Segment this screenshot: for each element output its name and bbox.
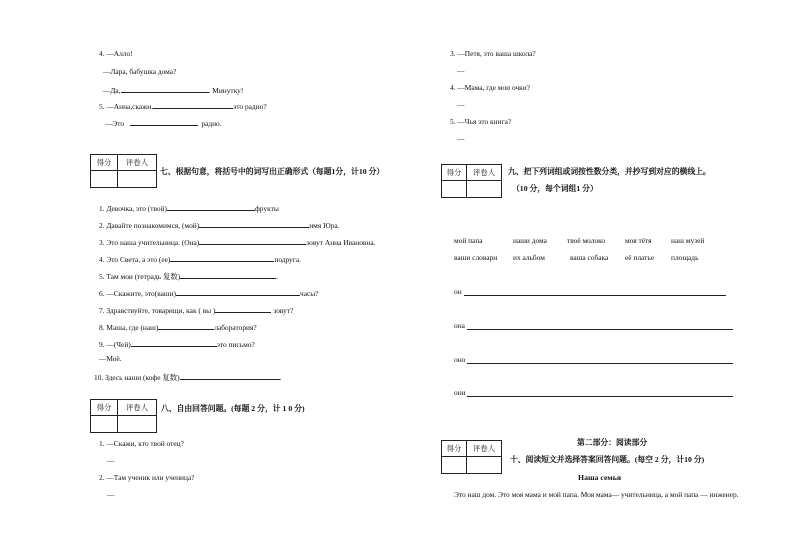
item-text: 8. Маша, где (наш)	[99, 323, 159, 332]
q5-line-b	[105, 118, 222, 127]
sec7-item	[99, 322, 257, 331]
word: площадь	[671, 253, 699, 262]
blank[interactable]	[131, 339, 217, 347]
score-box	[441, 164, 502, 198]
r-q4: 4. —Мама, где мои очки?	[450, 83, 531, 92]
answer-dash: —	[457, 100, 465, 109]
item-text: зовут?	[273, 306, 294, 315]
blank[interactable]	[176, 288, 300, 296]
section-7-title: 七、根据句意，将括号中的词写出正确形式（每题1分，计10 分）	[160, 167, 385, 176]
line-label-oni: они	[454, 388, 466, 397]
item-text: имя Юра.	[309, 221, 340, 230]
item-text: 6. —Скажите, это(ваши)	[99, 289, 176, 298]
sec7-item	[99, 271, 278, 280]
blank[interactable]	[158, 322, 214, 330]
grader-cell[interactable]	[118, 171, 157, 188]
sec7-item	[99, 237, 375, 246]
word: наш музей	[671, 236, 705, 245]
item-text: 4. Это Света, а это (ее)	[99, 255, 171, 264]
word: мой папа	[454, 236, 483, 245]
section-9-subtitle: （10 分，每个词组1 分）	[512, 184, 598, 193]
line-label-ono: оно	[454, 355, 466, 364]
answer-line-ona[interactable]	[467, 329, 733, 330]
q4-line-b: —Лара, бабушка дома?	[103, 67, 177, 76]
section-8-title: 八、自由回答问题。(每题 2 分，计 1 0 分)	[161, 404, 305, 413]
grader-label: 评卷人	[118, 400, 157, 416]
part-2-heading: 第二部分：阅读部分	[577, 438, 648, 447]
score-label: 得分	[91, 155, 118, 171]
section-10-title: 十、阅读短文并选择答案回答问题。(每空 2 分，计10 分)	[510, 455, 705, 464]
sec7-item	[99, 254, 301, 263]
score-label: 得分	[442, 441, 467, 457]
blank[interactable]	[121, 85, 209, 93]
score-cell[interactable]	[442, 457, 467, 474]
grader-label: 评卷人	[118, 155, 157, 171]
reading-title: Наша семья	[578, 473, 622, 482]
sec7-item	[99, 203, 279, 212]
blank[interactable]	[170, 254, 274, 262]
word: её платье	[625, 253, 655, 262]
item-text: .	[279, 373, 282, 382]
score-box	[90, 154, 157, 188]
score-label: 得分	[442, 165, 467, 181]
r-q5: 5. —Чья это книга?	[450, 117, 512, 126]
sec8-q1: 1. —Скажи, кто твой отец?	[99, 439, 184, 448]
blank[interactable]	[167, 203, 255, 211]
word: твоё молоко	[567, 236, 606, 245]
blank[interactable]	[199, 220, 309, 228]
item-text: 5. Там мои (тетрадь 复数)	[99, 272, 181, 281]
answer-dash: —	[457, 66, 465, 75]
score-cell[interactable]	[91, 416, 118, 433]
word: наши дома	[513, 236, 547, 245]
line-label-ona: она	[454, 321, 465, 330]
answer-dash: —	[107, 490, 115, 499]
line-label-on: он	[454, 287, 462, 296]
item-text: .	[276, 272, 279, 281]
item-text: фрукты	[255, 204, 279, 213]
q5-line-a	[99, 101, 267, 110]
word: их альбом	[513, 253, 545, 262]
item-text: 1. Девочка, это (твой)	[99, 204, 168, 213]
q5-a-end: это радио?	[233, 102, 267, 111]
score-cell[interactable]	[91, 171, 118, 188]
answer-line-oni[interactable]	[467, 396, 733, 397]
blank[interactable]	[130, 118, 198, 126]
blank[interactable]	[199, 237, 306, 245]
item-text: лаборатория?	[214, 323, 257, 332]
score-box	[90, 399, 157, 433]
q5-b-start: —Это	[105, 119, 125, 128]
grader-label: 评卷人	[467, 165, 502, 181]
blank[interactable]	[180, 372, 280, 380]
blank[interactable]	[215, 305, 271, 313]
blank[interactable]	[180, 271, 279, 281]
grader-cell[interactable]	[118, 416, 157, 433]
r-q3: 3. —Петя, это ваша школа?	[450, 49, 536, 58]
reading-text: Это наш дом. Это моя мама и мой папа. Моя мама— учительница, а мой папа — инженер.	[454, 490, 739, 499]
score-label: 得分	[91, 400, 118, 416]
sec7-item	[99, 339, 255, 348]
item-text: 9. —(Чей)	[99, 340, 131, 349]
item-text: 3. Это наша учительница. (Она)	[99, 238, 200, 247]
section-9-title: 九、把下列词组或词按性数分类，并抄写到对应的横线上。	[508, 167, 711, 176]
sec7-item	[99, 305, 293, 314]
sec7-item	[99, 220, 340, 229]
item-text: 2. Давайте познакомимся, (мой)	[99, 221, 200, 230]
sec7-item	[94, 372, 281, 381]
answer-dash: —	[457, 134, 465, 143]
item-text: 7. Здравствуйте, товарищи, как ( вы )	[99, 306, 216, 315]
item-text: это письмо?	[216, 340, 255, 349]
score-cell[interactable]	[442, 181, 467, 198]
sec8-q2: 2. —Там ученик или ученица?	[99, 473, 195, 482]
grader-cell[interactable]	[467, 181, 502, 198]
sec7-item	[99, 288, 319, 297]
word: ваша собака	[570, 253, 609, 262]
q4-line-c	[103, 85, 243, 94]
q4-c-end: . Минутку!	[208, 86, 244, 95]
blank[interactable]	[153, 101, 233, 109]
item-text: подруга.	[274, 255, 302, 264]
q5-a-start: 5. —Анна,скажи,	[99, 102, 154, 111]
q5-b-end: радио.	[201, 119, 222, 128]
grader-label: 评卷人	[467, 441, 502, 457]
word: моя тётя	[625, 236, 652, 245]
sec7-item: —Моё.	[99, 354, 122, 363]
score-box	[441, 440, 502, 474]
answer-dash: —	[107, 456, 115, 465]
q4-c-start: —Да,	[103, 86, 121, 95]
q4-line-a: 4. —Алло!	[99, 49, 133, 58]
item-text: 10. Здесь наши (кофе 复数)	[94, 373, 180, 382]
word: ваши словари	[454, 253, 498, 262]
grader-cell[interactable]	[467, 457, 502, 474]
answer-line-ono[interactable]	[467, 363, 733, 364]
answer-line-on[interactable]	[464, 295, 726, 296]
item-text: зовут Анна Ивановна.	[306, 238, 376, 247]
item-text: часы?	[299, 289, 319, 298]
